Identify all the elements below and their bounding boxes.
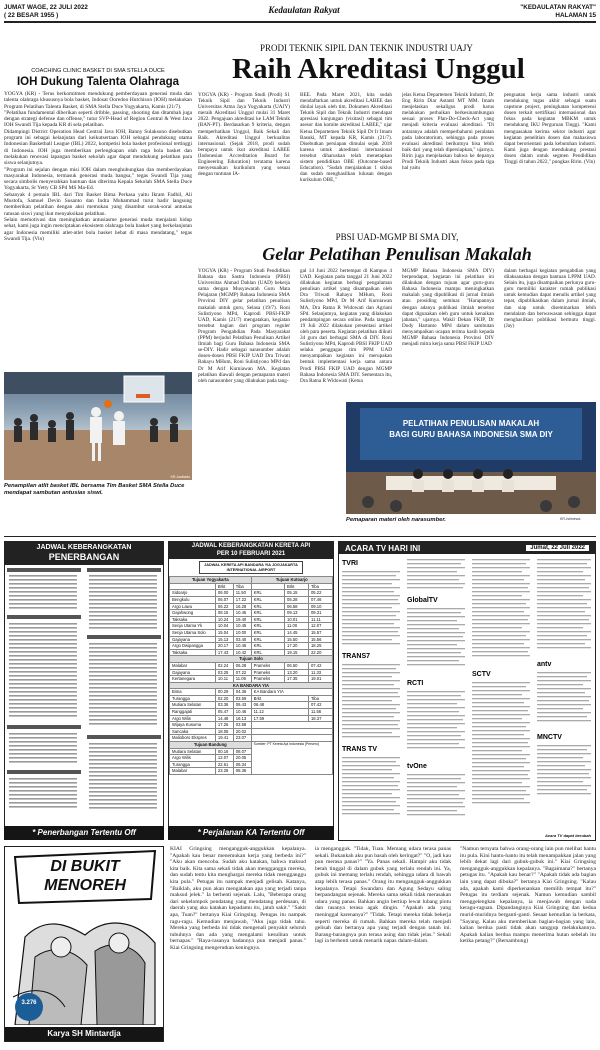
story-ioh-body (4, 91, 192, 375)
table-cell: 15.50 (285, 636, 309, 643)
paragraph: YOGYA (KR) - Terus berkomitmen mendukung pemberdayaan generasi muda dan talenta olahraga khususnya bola basket, Indosat Ooredoo Hutchison (IOH) melakukan Program Pelatihan Talenta Basket, di SMA Stella Duce Yogyakarta, Kamis (21/7). (4, 91, 192, 110)
table-cell: Gajayana (170, 669, 216, 676)
table-cell: Turangga (170, 761, 216, 768)
serial-column-1: KIAI Gringsing mengangguk-anggukkan kepalanya. "Apakah kau benar menemukan kerja yang berbeda ini?" "Aku akan mencoba. Sudah aku katakan, bahwa maksud kita baik. Kita sama sekali tidak akan mengganggu mereka, dan sudah tentu kita menghargai mereka tidak mengganggu kita pula." Petugas itu nampak menjadi gelisah. Katanya, "Baiklah, aku pun akan mengatakan apa yang terjadi tanpa maksud jelek." Ia berhenti sejenak. Lalu, "Beberapa orang dari sekelompok pendatang yang mendatang perdesaan, di daerah yang aku katakan kepadamu itu, jatuh sakit." "Sakit apa, Tuan?" bertanya Kiai Gringsing. Petugas itu nampak ragu-ragu. Kemudian menjawab, "Aku juga tidak tahu. Mereka yang berbeda ini tidak mengenali penyakit seluruh tubuhnya dan ada yang mengalami kesulitan untuk bernapas." "Raya-rasanya badannya pun menjadi panas." Kiai Gringsing mengerutkan keningnya. (170, 846, 306, 951)
table-header: Tujuan Yogyakarta (170, 577, 252, 584)
table-cell: 20.02 (233, 728, 251, 735)
table-cell: KRL (251, 610, 284, 617)
uajy-column-3: jelas Ketua Departemen Teknik Industri, Dr Eng Ririn Diar Astanti MT MM. Imam menjelaskan sekaligus prodi harus melakukan perbaikan berkesinambungan sesuai proses Plan-Do-Check-Act yang menjadi kriteria evaluasi akreditasi. "Di antaranya adalah memperbaharui peralatan pada laboratorium, sehingga pada proses evaluasi akreditasi berikutnya bisa lebih baik dari yang telah dipersiapkan," ujarnya. Ririn juga menjelaskan bahwa ke depanya Prodi Teknik Industri akan fokus pada tiga hal yaitu (402, 92, 494, 172)
pbsi-column-2: gal 14 Juni 2022 bertempat di Kampus 4 UAD. Kegiatan pada tanggal 21 Juni 2022 dilakukan kegiatan berbagi pengalaman penulisan artikel yang disampaikan oleh Dra Triwati Rahayu MHum, Roni Sulistiyono MPd, Dr M Arif Kurniawan MA, Dra Ratna R Widowati dan Agriani SPd. Selanjutnya, kegiatan yang dilakukan pendampingan secara online. Pada tanggal 19 Juli 2022 dilakukan presentasi artikel oleh para peserta. Kegiatan pelatihan diikuti 34 guru dari berbagai SMA di DIY. Roni Sulistiyono MPd, Kaprodi PBSI FKIP UAD selaku penggagas tim PPM UAD menyampaikan kegiatan ini merupakan bentuk implementasi kerja sama antara Prodi PBSI FKIP UAD dengan MGMP Bahasa Indonesia SMA DIY. Sementara itu, Dra Ratna R Widowati (Ketua (300, 268, 392, 384)
table-cell: 10.24 (215, 616, 233, 623)
table-cell: 15.13 (215, 636, 233, 643)
table-cell: KRL (251, 616, 284, 623)
table-cell: 11.06 (233, 676, 251, 683)
channel-logo: RCTI (407, 680, 424, 688)
table-cell: 18.37 (308, 715, 332, 722)
pbsi-column-1: YOGYA (KR) - Program Studi Pendidikan Bahasa dan Sastra Indonesia (PBSI) Universitas Ahmad Dahlan (UAD) bekerja sama dengan Musyawarah Guru Mata Pelajaran (MGMP) Bahasa Indonesia SMA Provinsi DIY gelar pelatihan penulisan makalah untuk guru, Selasa (19/7). Roni Sulistiyono MPd, Kaprodi PBSI-FKIP UAD, Kamis (21/7) mengatakan, kegiatan tersebut bagian dari program reguler Program Pengabdian Pada Masyarakat (PPM) berjudul Pelatihan Penulisan Artikel Ilmiah bagi Guru Bahasa Indonesia SMA se-DIY. Hadir sebagai narasumber adalah dosen-dosen PBSI FKIP UAD Dra Triwati Rahayu MHum, Roni Sulistiyono MPd dan Dr M Arif Kurniawan MA. Kegiatan pelatihan diawali dengan pemaparan materi oleh narasumber yang dilakukan pada tang- (198, 268, 290, 384)
table-row (170, 590, 333, 597)
table-cell: 05.22 (308, 590, 332, 597)
schedule-lines-graphic (407, 557, 467, 593)
table-cell: 12.07 (215, 755, 233, 762)
masthead-date: JUMAT WAGE, 22 JULI 2022 (4, 4, 88, 11)
table-header: Tujuan Kutoarjo (251, 577, 332, 584)
comic-panel (4, 846, 164, 1042)
table-row (170, 695, 333, 702)
photo-caption: Penampilan atlit basket IBL bersama Tim Basket SMA Stella Duce mendapat sambutan antusias siswi. (4, 483, 185, 496)
serial-column-2: ia mengangguk. "Tidak, Tuan. Memang udara terasa panas sekali. Bukankah aku pun basah oleh keringat?" "O, jadi kau pun merasa panas?" "Ya. Panas sekali. Hampir aku tidak betah tinggal di dalam gubuk yang terlalu rendah ini. Ya, gubuk ini memang terlalu rendah, sehingga udara di bawah atap lebih terasa panas." Orang itu mengangguk-anggukkan kepalanya. Tetapi Swandaru dan Agung Sedayu saling berpandangan sejenak. Mereka sama sekali tidak merasakan udara yang panas. Bahkan angin bertiup lewat lubang pintu dan rasanya terasa agak dingin. "Apakah ada yang meninggal karenanya?" "Tidak. Tetapi mereka tidak bekerja seperti mereka di rumah. Bahkan mereka telah menjadi gelisah dan bertanya apa yang terjadi dengan tanah ini. Barang-barangnya pun terasa asing dan tidak jelas." Sekali lagi ia berhenti untuk menarik napas dalam-dalam. (315, 846, 451, 945)
masthead-section-logo: Kedaulatan Rakyat (268, 5, 340, 15)
table-cell: 17.22 (233, 596, 251, 603)
table-cell: 02.20 (215, 695, 233, 702)
table-cell: Wijaya Kusuma (170, 722, 216, 729)
table-cell: 22.20 (308, 649, 332, 656)
schedule-lines-graphic (342, 755, 402, 825)
table-cell: 03.58 (233, 722, 251, 729)
schedule-lines-graphic (472, 557, 532, 667)
masthead-page-number: HALAMAN 15 (555, 12, 596, 19)
train-title-line1: JADWAL KEBERANGKATAN KERETA API (191, 543, 311, 549)
table-cell: 11.33 (308, 669, 332, 676)
table-cell: KRL (251, 629, 284, 636)
table-header: Brkt (285, 583, 309, 590)
table-row (170, 689, 333, 696)
train-note: Sumber: PT Kereta Api Indonesia (Persero) (251, 742, 332, 775)
table-cell: 15.56 (308, 636, 332, 643)
table-cell: 15.57 (308, 629, 332, 636)
table-cell: 07.46 (308, 596, 332, 603)
table-cell: 11.11 (308, 616, 332, 623)
table-row (170, 742, 333, 749)
table-cell: Taksaka (170, 649, 216, 656)
table-header: Tiba (233, 583, 251, 590)
table-cell: 18.05 (215, 728, 233, 735)
table-cell: 10.45 (233, 623, 251, 630)
table-row (170, 623, 333, 630)
table-cell: Sancaka (170, 728, 216, 735)
train-table-1 (169, 576, 333, 775)
table-row (170, 669, 333, 676)
basketball-photo (4, 372, 192, 480)
table-cell: Malabar (170, 662, 216, 669)
table-cell: Tiba (308, 695, 332, 702)
table-row (170, 577, 333, 584)
train-title (169, 542, 333, 559)
training-banner-line1: PELATIHAN PENULISAN MAKALAH (402, 419, 540, 428)
table-cell: 16.13 (233, 715, 251, 722)
table-header: Tiba (308, 583, 332, 590)
table-cell: 10.45 (233, 610, 251, 617)
table-row (170, 583, 333, 590)
table-cell: 06.07 (215, 596, 233, 603)
table-cell: 11.50 (233, 590, 251, 597)
table-row (170, 656, 333, 663)
table-cell: 13.20 (285, 669, 309, 676)
serial-story (170, 846, 596, 1042)
story-uajy-headline: Raih Akreditasi Unggul (232, 53, 525, 85)
masthead-paper-name: "KEDAULATAN RAKYAT" (520, 4, 596, 11)
table-cell: 10.42 (233, 649, 251, 656)
pbsi-column-3: MGMP Bahasa Indonesia SMA DIY) berpendapat, kegiatan ini pelatihan ini dilakukan dengan tujuan agar guru-guru Bahasa Indonesia mampu meningkatkan makalah yang dipublikasi di jurnal ilmiah atau prosiding seminar. "Harapannya dengan adanya publikasi ilmiah tersebut dapat digunakan oleh guru untuk kenaikan jabatan," ujarnya. Wakil Dekan FKIP, Dr Dody Hartanto MPd dalam sambutan menyampaikan ucapan terima kasih kepada MGMP Bahasa Indonesia Provinsi DIY menjadi mitra kerja sama PBSI FKIP UAD (402, 268, 494, 348)
comic-title: DI BUKIT MENOREH (44, 858, 126, 894)
tv-schedule (338, 541, 596, 841)
table-cell: Argo Dwipangga (170, 643, 216, 650)
flight-title-line2: PENERBANGAN (48, 552, 120, 562)
table-cell: 09.31 (308, 610, 332, 617)
paragraph: "Program ini sejalan dengan misi IOH dalam menghubungkan dan memberdayakan masyarakat Indonesia, termasuk generasi muda bangsa," tegas Swandi Tija yang secara simbolis menyerahkan bantuan dan diterima Kepala Sekolah SMA Stella Duce Yogyakarta, Sr Yetty CB SPd MS Ma-Ed. (4, 166, 192, 192)
table-cell: 22.61 (215, 761, 233, 768)
table-cell: 17.35 (285, 676, 309, 683)
table-cell: 10.00 (233, 629, 251, 636)
table-cell: 18.25 (308, 643, 332, 650)
schedule-lines-graphic (407, 689, 467, 759)
schedule-lines-graphic (342, 569, 402, 649)
schedule-lines-graphic (537, 670, 593, 730)
story-pbsi-headline: Gelar Pelatihan Penulisan Makalah (262, 244, 532, 264)
table-cell: 11.56 (308, 709, 332, 716)
table-header: KA BANDARA YIA (170, 682, 333, 689)
table-cell: 23.28 (215, 768, 233, 775)
table-cell: Gajayana (170, 636, 216, 643)
story-pbsi-kicker: PBSI UAD-MGMP BI SMA DIY, (335, 232, 459, 242)
table-row (170, 735, 333, 742)
table-cell: Taksaka (170, 616, 216, 623)
uajy-column-4: penguatan kerja sama industri untuk mendukung tugas akhir sebagai suatu capstone project, peningkatan kompetensi dosen terkait sertifikasi internasional dan fokus pada kegiatan MBKM untuk mendukung IKU Perguruan Tinggi. "Kami menguasakan kerima sektor industri agar kegiatan penelitian dosen dan mahasiswa dapat berorientasi pada kebutuhan industri. Kami juga dengan mendukung prestasi dosen dalam untuk segmen Pendidikan Tinggi di tahun 2022," pungkas Ririn. (Vin) (504, 92, 596, 166)
table-cell: KRL (251, 623, 284, 630)
channel-logo: TVRI (342, 560, 358, 567)
story-ioh-headline: IOH Dukung Talenta Olahraga (16, 76, 180, 88)
flight-title (5, 542, 163, 565)
paragraph: Sebanyak 4 pemain IBL dari Tim Basket Bima Perkasa yaitu Ikram Fadhil, Ali Mustofa, Samuel Devin Susanto dan Indra Muhammad turut hadir langsung memberikan pelatihan dengan aksi memukau yang disambut sorak-sorai antusias ratusan siswi yang ikut menyaksikan pelatihan. (4, 191, 192, 217)
train-title-line2: PER 10 FEBRUARI 2021 (216, 550, 286, 557)
table-cell: 20.17 (215, 643, 233, 650)
table-cell: 10.45 (233, 643, 251, 650)
table-cell: 03.59 (233, 695, 251, 702)
table-cell: 04.36 (233, 689, 251, 696)
table-cell: 14.48 (215, 715, 233, 722)
table-cell: 06.48 (251, 702, 308, 709)
schedule-lines-graphic (472, 680, 532, 820)
table-cell: 19.15 (285, 649, 309, 656)
tv-column-1 (342, 557, 404, 837)
pbsi-column-4: dalam berbagai kegiatan pengabdian yang dilaksanakan dengan bantuan LPPM UAD. Selain itu, juga disampaikan perlunya guru-guru memiliki karakter rumah publikasi untuk kemudian dapat menulis artikel yang tepat, dipublikasikan dalam jurnal ilmiah, dan siap untuk diseminarkan lebih mendalam dan berwawasan sehingga dapat menghasilkan publikasi bermutu tinggi. (Jay) (504, 268, 596, 329)
table-cell: Prameks (251, 676, 284, 683)
training-photo (346, 402, 596, 514)
table-cell: Senja Utama Yk (170, 623, 216, 630)
channel-logo: GlobalTV (407, 597, 438, 605)
table-cell: 10.46 (233, 709, 251, 716)
table-row (170, 629, 333, 636)
table-cell: KRL (251, 603, 284, 610)
training-banner-line2: BAGI GURU BAHASA INDONESIA SMA DIY (389, 430, 553, 439)
flight-table-graphic (5, 565, 163, 820)
serial-column-3: "Namun ternyata bahwa orang-orang lain pun melihat hantu itu pula. Kini hantu-hantu itu telah menampakkan jalan yang lebih dekat lagi dari gubuk-gubuk ini." Kiai Gringsing mengangguk-anggukkan kepalanya. "Bagaimana?" bertanya petugas itu. "Apakah kau benar?" "Apakah tidak ada bagian lain yang dapat dibuka?" bertanya Kiai Gringsing. "Kalau ada, apakah kami diperkenankan memilih tempat itu?" Petugas itu terdiam sejenak. Namun kemudian sambil menggelengkan kepalanya, ia menjawab dengan nada keragu-raguan. Dipandanginya Kiai Gringsing dan kedua murid-muridnya berganti-ganti. Sesaat kemudian ia berkata, "Sayang. Kalau aku memberikan bagian-bagian yang lain, kalian berdua pasti tidak akan sanggup melakukannya. Apakah kalian berdua mampu menerima hutan sebelah itu ketika petang?" (Bersambung) (460, 846, 596, 945)
table-cell: 15.04 (215, 629, 233, 636)
table-row (170, 616, 333, 623)
table-header: Tujuan Solo (170, 656, 333, 663)
table-cell: Ranggajati (170, 709, 216, 716)
train-off-banner: * Perjalanan KA Tertentu Off (168, 826, 334, 840)
tv-header (339, 542, 595, 554)
table-cell: Prameks (251, 669, 284, 676)
story-ioh-kicker: COACHING CLINIC BASKET DI SMA STELLA DUCE (31, 68, 165, 74)
channel-logo: TRANS TV (342, 746, 377, 754)
table-row (170, 643, 333, 650)
table-cell: Senja Utama Solo (170, 629, 216, 636)
table-row (170, 649, 333, 656)
table-cell: 19.41 (215, 735, 233, 742)
table-header: Brkt (215, 583, 233, 590)
channel-logo: SCTV (472, 671, 491, 679)
table-cell: 07.42 (308, 662, 332, 669)
table-cell: 12.07 (308, 623, 332, 630)
table-header: Tujuan Bandung (170, 742, 252, 749)
table-cell: 08.36 (233, 768, 251, 775)
table-cell: Mutiara Selatan (170, 702, 216, 709)
table-cell: 00.16 (215, 748, 233, 755)
masthead (4, 3, 596, 23)
table-cell: 05.15 (285, 590, 309, 597)
tv-column-4 (537, 557, 595, 837)
table-cell: Brkt (251, 695, 308, 702)
schedule-lines-graphic (537, 743, 593, 813)
flight-title-line1: JADWAL KEBERANGKATAN (36, 544, 132, 551)
table-cell: 20.05 (233, 755, 251, 762)
table-cell: Malabar (170, 768, 216, 775)
flight-schedule (4, 541, 164, 838)
table-cell: 08.07 (233, 748, 251, 755)
table-cell: 17.26 (215, 722, 233, 729)
table-cell: 03.25 (215, 669, 233, 676)
table-cell: 02.24 (215, 662, 233, 669)
table-cell: Bengkulu (170, 596, 216, 603)
table-cell: Gajahwong (170, 610, 216, 617)
table-cell: 17.59 (251, 715, 308, 722)
table-cell: Bima (170, 689, 216, 696)
paragraph: Selain memotivasi dan meningkatkan antusiasme generasi muda menjalani hidup sehat, kami juga ingin menciptakan ekosistem olahraga bola basket yang berkelanjutan agar Indonesia memiliki atlet-atlet bola basket hebat di masa mendatang," tegas Swandi Tija. (Vin) (4, 216, 192, 242)
table-cell: 03.40 (233, 636, 251, 643)
training-photo-credit: KR-Istimewa (560, 517, 581, 521)
table-cell: 11.00 (285, 623, 309, 630)
table-cell: 19.40 (233, 616, 251, 623)
photo-credit: KR-Juwitarto (170, 474, 190, 479)
table-cell: KRL (251, 636, 284, 643)
table-cell: Sidoarjo (170, 590, 216, 597)
table-cell: 14.45 (285, 629, 309, 636)
table-cell: KA Bandara YIA (251, 689, 332, 696)
table-cell: Kertanegara (170, 676, 216, 683)
table-row (170, 636, 333, 643)
table-cell: 09.13 (285, 610, 309, 617)
table-row (170, 596, 333, 603)
table-cell: 05.28 (285, 596, 309, 603)
table-cell: 06.58 (285, 603, 309, 610)
table-row (170, 676, 333, 683)
table-cell: 06.43 (233, 702, 251, 709)
table-cell: Malioboro Ekspres (170, 735, 216, 742)
comic-author-banner: Karya SH Mintardja (5, 1027, 163, 1041)
channel-logo: TRANS7 (342, 653, 371, 661)
table-cell: Turangga (170, 695, 216, 702)
schedule-lines-graphic (407, 606, 467, 676)
table-cell: 05.47 (215, 709, 233, 716)
table-row (170, 662, 333, 669)
table-cell: 23.07 (233, 735, 251, 742)
table-cell: 10.01 (285, 616, 309, 623)
table-cell: 07.42 (308, 702, 332, 709)
table-cell: 17.43 (215, 649, 233, 656)
table-cell: 06.50 (285, 662, 309, 669)
table-cell: 06.00 (215, 590, 233, 597)
tv-footer: Acara TV dapat berubah (544, 833, 591, 838)
channel-logo: tvOne (407, 763, 427, 771)
masthead-rule (4, 21, 596, 23)
table-cell: KRL (251, 649, 284, 656)
uajy-column-1: YOGYA (KR) - Program Studi (Prodi) S1 Teknik Sipil dan Teknik Industri Universitas Atma Jaya Yogyakarta (UAJY) meraih Akreditasi Unggul mulai 31 Maret 2022. Pengajuan akreditasi ke LAM Teknik (BAN-PT). Berdasarkan 9 kriteria, dengan memperhatikan Unggul, Baik Sekali dan Baik. Akreditasi Unggul berkualitas internasional. (Sejak 2018, prodi sudah berupaya untuk ikut akreditasi LABEE (Indonesian Accreditation Board for Engineering Education) terutama karena menyesuaikan kurikulum yang sesuai dengan tuntutan IA- (198, 92, 290, 178)
story-uajy-kicker: PRODI TEKNIK SIPIL DAN TEKNIK INDUSTRI UAJY (260, 43, 473, 53)
training-photo-caption: Pemaparan materi oleh narasumber. (346, 517, 446, 523)
table-cell: 09.10 (308, 603, 332, 610)
table-cell: 17.20 (285, 643, 309, 650)
masthead-date-javanese: ( 22 BESAR 1955 ) (4, 12, 59, 19)
tv-title: ACARA TV HARI INI (345, 543, 421, 553)
table-cell: KRL (251, 596, 284, 603)
basketball-scene-graphic (4, 372, 192, 480)
table-cell: Mutiara Selatan (170, 748, 216, 755)
table-cell: 10.11 (215, 676, 233, 683)
paragraph: Didampingi District Operation Head Central Java IOH, Banny Sulaksono disebutkan program ini sebagai kelanjutan dari keikutsertaan IOH sebagai pendukung utama Indonesian Basketball League (IBL) 2022, kompetisi bola basket profesional tertinggi di Indonesia. IOH juga memberikan perlengkapan olah raga bola basket dan melakukan renovasi lapangan basket sekolah agar dapat mendukung pelatihan para siswa selanjutnya. (4, 128, 192, 167)
paragraph: "Pelatihan fundamental diberikan seperti dribble, passing, shooting dan ditambah juga dengan strategi defense dan offense," tutur SVP-Head of Region Central & West Java IOH Swandi Tija kepada KR di sela pelatihan. (4, 109, 192, 129)
flight-off-banner: * Penerbangan Tertentu Off (4, 826, 164, 840)
table-row (170, 682, 333, 689)
channel-logo: antv (537, 661, 552, 669)
train-yia-box: JADWAL KERETA API BANDARA YIA JOGJAKARTA INTERNATIONAL AIRPORT (199, 561, 303, 574)
table-cell: 11.12 (251, 709, 308, 716)
comic-number: 3.276 (21, 1000, 37, 1006)
table-cell: 03.36 (215, 702, 233, 709)
table-cell: KRL (251, 643, 284, 650)
table-cell: 16.28 (233, 603, 251, 610)
table-cell: Prameks (251, 662, 284, 669)
tv-column-2 (407, 557, 469, 837)
table-cell: Argo Wilis (170, 755, 216, 762)
table-cell: 06.28 (233, 662, 251, 669)
table-cell: 00.29 (215, 689, 233, 696)
table-cell: 10.04 (215, 623, 233, 630)
table-cell: 07.22 (233, 669, 251, 676)
table-row (170, 709, 333, 716)
schedule-lines-graphic (537, 557, 593, 657)
table-row (170, 722, 333, 729)
table-cell: KRL (251, 590, 284, 597)
table-cell: Argo Wilis (170, 715, 216, 722)
table-cell: 08.15 (215, 610, 233, 617)
table-cell: 06.34 (233, 761, 251, 768)
table-cell: 06.22 (215, 603, 233, 610)
train-schedule (168, 541, 334, 838)
uajy-column-2: BEE. Pada Maret 2021, kita sudah mendaftarkan untuk akreditasi LABEE dan dinilai layak oleh tim. Dokumen Akreditasi Teknik Sipil dan Teknik Industri mendapat apresiasi kunjungan (visitasi) sebagai tim asesor dan komite akreditasi LABEE," ujar Ketua Departemen Teknik Sipil Dr Ir Imam Basuki, MT kepada KR, Kamis (21/7). Disebutkan persiapan dimulai sejak 2018 karena untuk akreditasi internasional tersebut diharuskan telah menetapkan sistem pendidikan OBE (Outcome-based Education). "Sudah menjalankan 1 siklus dan sudah menghasilkan lulusan dengan kurikulum OBE," (300, 92, 392, 184)
tv-column-3 (472, 557, 534, 837)
table-cell: 19.01 (308, 676, 332, 683)
table-row (170, 728, 333, 735)
schedule-lines-graphic (342, 662, 402, 742)
schedule-lines-graphic (407, 772, 467, 832)
table-row (170, 603, 333, 610)
tv-date: Jumat, 22 Juli 2022 (526, 545, 589, 551)
table-row (170, 715, 333, 722)
channel-logo: MNCTV (537, 734, 562, 742)
table-row (170, 610, 333, 617)
section-rule (4, 536, 596, 537)
table-row (170, 702, 333, 709)
table-cell: Argo Lawu (170, 603, 216, 610)
